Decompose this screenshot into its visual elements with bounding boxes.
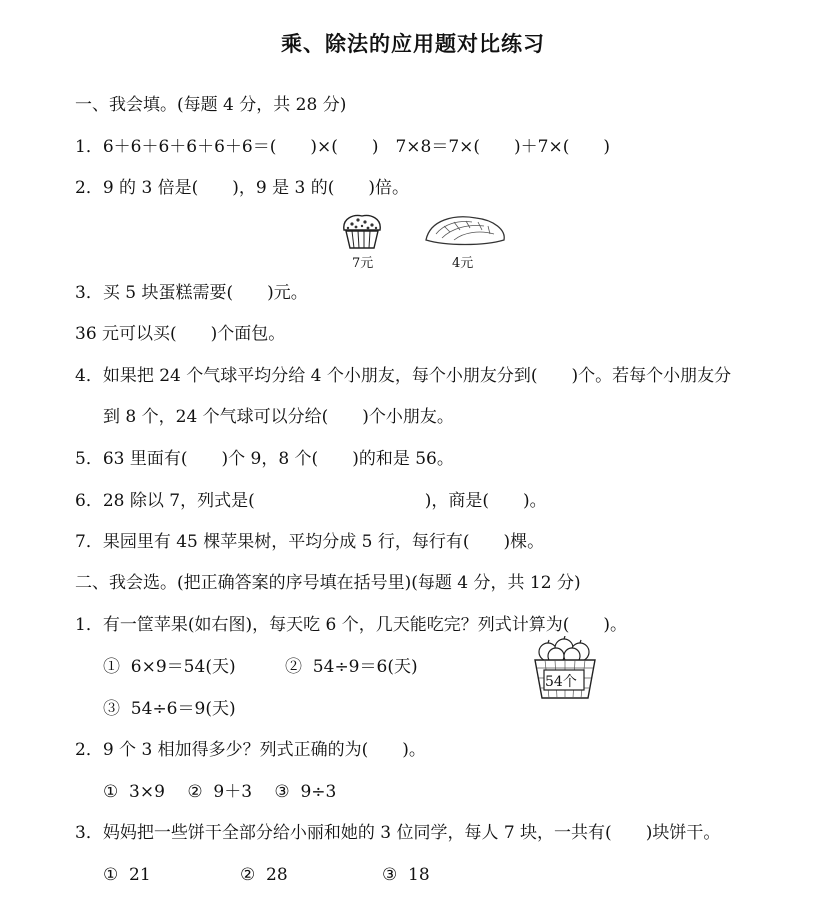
question-2-2-options: ① 3×9 ② 9＋3 ③ 9÷3 [103, 782, 337, 802]
question-2-3-option-c: ③ 18 [382, 865, 430, 885]
question-1-4a: 4．如果把 24 个气球平均分给 4 个小朋友，每个小朋友分到( )个。若每个小朋友分 [75, 366, 732, 386]
section2-heading: 二、我会选。(把正确答案的序号填在括号里)(每题 4 分，共 12 分) [75, 573, 581, 593]
page-title: 乘、除法的应用题对比练习 [281, 32, 545, 56]
question-2-1-option-a: ① 6×9＝54(天) [103, 657, 236, 677]
question-2-3: 3．妈妈把一些饼干全部分给小丽和她的 3 位同学，每人 7 块，一共有( )块饼干。 [75, 823, 721, 843]
question-2-2: 2．9 个 3 相加得多少？列式正确的为( )。 [75, 740, 426, 760]
bread-price: 4元 [452, 256, 474, 271]
question-2-3-option-b: ② 28 [240, 865, 288, 885]
question-1-6: 6．28 除以 7，列式是( )，商是( )。 [75, 491, 547, 511]
section1-heading: 一、我会填。(每题 4 分，共 28 分) [75, 95, 347, 115]
question-2-1: 1．有一筐苹果(如右图)，每天吃 6 个，几天能吃完？列式计算为( )。 [75, 615, 627, 635]
question-1-2: 2．9 的 3 倍是( )，9 是 3 的( )倍。 [75, 178, 410, 198]
cake-price: 7元 [352, 256, 374, 271]
bread-loaf-icon [424, 212, 508, 248]
question-1-4b: 到 8 个，24 个气球可以分给( )个小朋友。 [103, 407, 454, 427]
question-1-1: 1．6＋6＋6＋6＋6＋6＝( )×( ) 7×8＝7×( )＋7×( ) [75, 137, 611, 157]
question-1-7: 7．果园里有 45 棵苹果树，平均分成 5 行，每行有( )棵。 [75, 532, 545, 552]
question-2-3-option-a: ① 21 [103, 865, 151, 885]
question-1-3b: 36 元可以买( )个面包。 [75, 324, 286, 344]
question-2-1-option-c: ③ 54÷6＝9(天) [103, 699, 236, 719]
muffin-icon [338, 212, 386, 252]
question-1-3a: 3．买 5 块蛋糕需要( )元。 [75, 283, 308, 303]
basket-label: 54个 [545, 674, 577, 690]
question-2-1-option-b: ② 54÷9＝6(天) [285, 657, 418, 677]
question-1-5: 5．63 里面有( )个 9，8 个( )的和是 56。 [75, 449, 454, 469]
